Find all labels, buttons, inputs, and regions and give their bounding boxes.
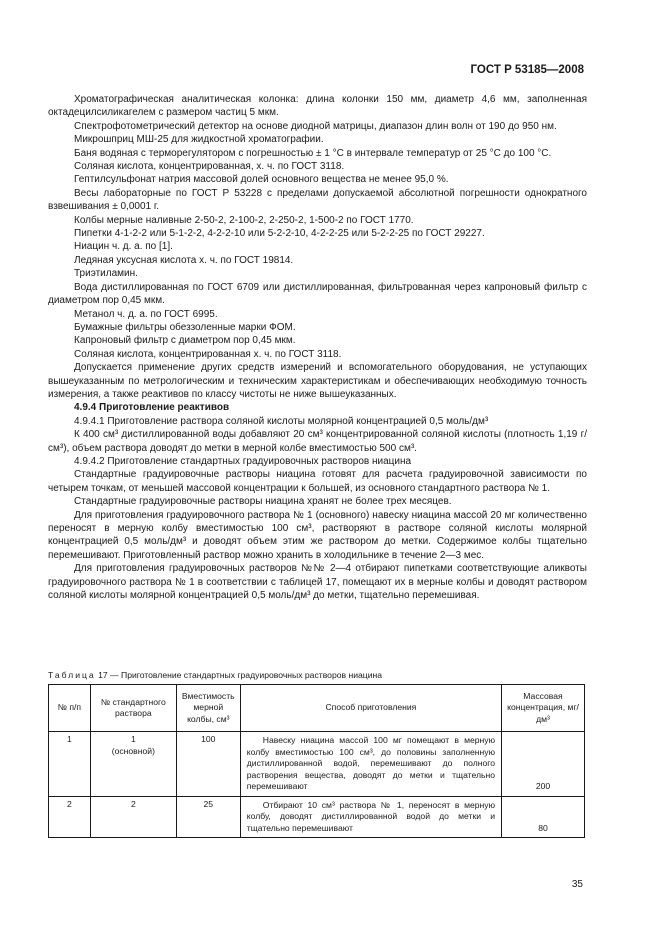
preparation-table bbox=[48, 684, 585, 838]
row-number: 2 bbox=[49, 796, 91, 838]
solution-number-value: 1 bbox=[130, 734, 136, 744]
solution-number: 2 bbox=[90, 796, 176, 838]
page-number: 35 bbox=[571, 879, 583, 890]
table-caption-label: Таблица bbox=[48, 670, 96, 680]
header-cell: Способ приготовления bbox=[240, 685, 501, 732]
header-cell: № стандартного раствора bbox=[90, 685, 176, 732]
paragraph: Стандартные градуировочные растворы ниацина хранят не более трех месяцев. bbox=[74, 496, 452, 508]
mass-concentration: 200 bbox=[502, 732, 585, 797]
paragraph: Допускается применение других средств измерений и вспомогательного оборудования, не уступающих вышеуказанным по метрологическим и техническим характеристикам и обеспечивающих необходимую точность измерения, а также реактивов по классу чистоты не ниже вышеуказанных. bbox=[48, 362, 587, 400]
section-heading: 4.9.4 Приготовление реактивов bbox=[74, 402, 230, 414]
flask-volume: 100 bbox=[176, 732, 240, 797]
paragraph: Вода дистиллированная по ГОСТ 6709 или дистиллированная, фильтрованная через капроновый фильтр с диаметром пор 0,45 мкм. bbox=[48, 281, 587, 307]
paragraph: Для приготовления градуировочного раствора № 1 (основного) навеску ниацина массой 20 мг количественно переносят в мерную колбу вместимостью 100 см³, растворяют в растворе соляной кислоты молярной концентрацией 0,5 моль/дм³ и доводят объем этим же раствором до метки. Содержимое колбы тщательно перемешивают. Приготовленный раствор можно хранить в холодильнике в течение 2—3 мес. bbox=[48, 509, 587, 561]
header-cell: Вместимость мерной колбы, см³ bbox=[176, 685, 240, 732]
paragraph: Гептилсульфонат натрия массовой долей основного вещества не менее 95,0 %. bbox=[74, 174, 449, 186]
table-row bbox=[49, 732, 585, 797]
solution-note: (основной) bbox=[111, 745, 155, 756]
paragraph: Микрошприц МШ-25 для жидкостной хроматографии. bbox=[74, 134, 324, 146]
paragraph: Ниацин ч. д. а. по [1]. bbox=[74, 241, 173, 253]
solution-number bbox=[90, 732, 176, 797]
paragraph: Колбы мерные наливные 2-50-2, 2-100-2, 2-250-2, 1-500-2 по ГОСТ 1770. bbox=[74, 214, 414, 226]
paragraph: Соляная кислота, концентрированная, х. ч. по ГОСТ 3118. bbox=[74, 161, 345, 173]
paragraph: К 400 см³ дистиллированной воды добавляют 20 см³ концентрированной соляной кислоты (плотность 1,19 г/см³), объем раствора доводят до метки в мерной колбе вместимостью 500 см³. bbox=[48, 429, 587, 454]
table-row bbox=[49, 796, 585, 838]
paragraph: Хроматографическая аналитическая колонка: длина колонки 150 мм, диаметр 4,6 мм, заполненная октадецилсиликагелем с размером частиц 5 мкм. bbox=[48, 94, 587, 119]
paragraph: Стандартные градуировочные растворы ниацина готовят для расчета градуировочной зависимости по четырем точкам, от меньшей массовой концентрации к большей, из основного стандартного раствора № 1. bbox=[48, 469, 587, 494]
paragraph: Для приготовления градуировочных растворов №№ 2—4 отбирают пипетками соответствующие аликвоты градуировочного раствора № 1 в соответствии с таблицей 17, помещают их в мерные колбы и доводят раствором соляной кислоты молярной концентрацией 0,5 моль/дм³ до метки, тщательно перемешивая. bbox=[48, 563, 587, 602]
preparation-method: Навеску ниацина массой 100 мг помещают в мерную колбу вместимостью 100 см³, до половины заполненную дистиллированной водой, перемешивают до полного растворения вещества, доводят до метки и тщательно перемешивают bbox=[240, 732, 501, 797]
subsection-title: 4.9.4.2 Приготовление стандартных градуировочных растворов ниацина bbox=[74, 455, 412, 467]
subsection-title: 4.9.4.1 Приготовление раствора соляной кислоты молярной концентрацией 0,5 моль/дм³ bbox=[74, 415, 489, 427]
preparation-method: Отбирают 10 см³ раствора № 1, переносят в мерную колбу, доводят дистиллированной водой до метки и тщательно перемешивают bbox=[240, 796, 501, 838]
table-caption-text: 17 — Приготовление стандартных градуировочных растворов ниацина bbox=[95, 670, 383, 680]
paragraph: Баня водяная с терморегулятором с погрешностью ± 1 °С в интервале температур от 25 °С до 100 °С. bbox=[74, 147, 552, 159]
table-caption bbox=[48, 670, 382, 680]
header-cell: Массовая концентрация, мг/дм³ bbox=[502, 685, 585, 732]
paragraph: Весы лабораторные по ГОСТ Р 53228 с пределами допускаемой абсолютной погрешности однократного взвешивания ± 0,0001 г. bbox=[48, 187, 587, 213]
paragraph: Спектрофотометрический детектор на основе диодной матрицы, диапазон длин волн от 190 до 950 нм. bbox=[74, 120, 557, 132]
paragraph: Метанол ч. д. а. по ГОСТ 6995. bbox=[74, 308, 218, 320]
paragraph: Триэтиламин. bbox=[74, 268, 138, 280]
table-header-row bbox=[49, 685, 585, 732]
paragraph: Ледяная уксусная кислота х. ч. по ГОСТ 19814. bbox=[74, 254, 294, 266]
document-body bbox=[48, 93, 587, 602]
paragraph: Капроновый фильтр с диаметром пор 0,45 мкм. bbox=[74, 335, 296, 347]
document-header: ГОСТ Р 53185—2008 bbox=[470, 64, 584, 76]
paragraph: Соляная кислота, концентрированная х. ч. по ГОСТ 3118. bbox=[74, 348, 342, 360]
paragraph: Бумажные фильтры обеззоленные марки ФОМ. bbox=[74, 321, 296, 333]
row-number: 1 bbox=[49, 732, 91, 797]
paragraph: Пипетки 4-1-2-2 или 5-1-2-2, 4-2-2-10 или 5-2-2-10, 4-2-2-25 или 5-2-2-25 по ГОСТ 29227. bbox=[74, 228, 485, 240]
flask-volume: 25 bbox=[176, 796, 240, 838]
mass-concentration: 80 bbox=[502, 796, 585, 838]
header-cell: № п/п bbox=[49, 685, 91, 732]
